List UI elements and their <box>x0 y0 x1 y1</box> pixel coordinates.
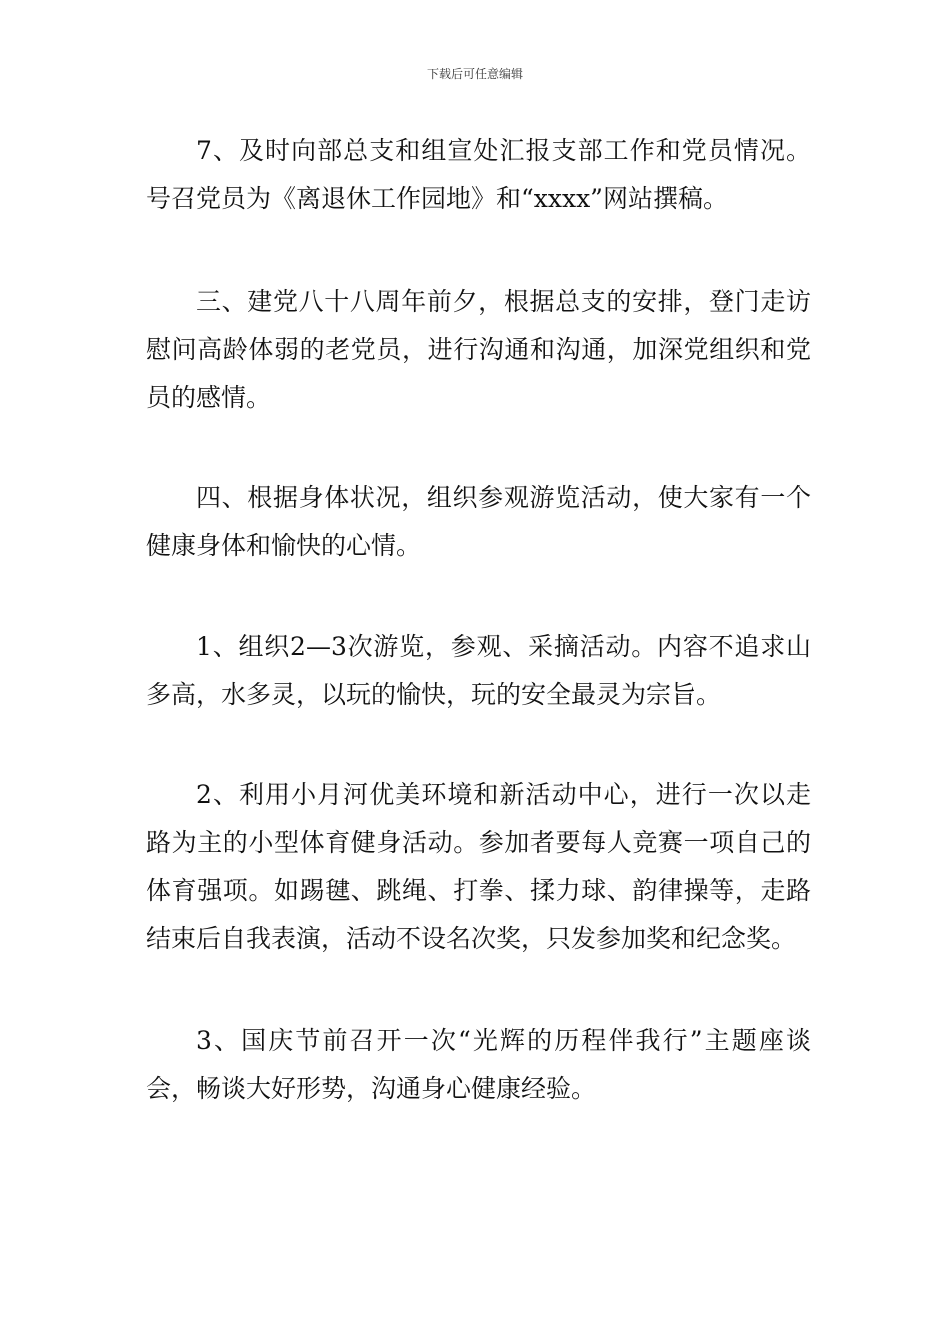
paragraph-item-3: 3、国庆节前召开一次“光辉的历程伴我行”主题座谈会，畅谈大好形势，沟通身心健康经验。 <box>146 1026 811 1103</box>
paragraph-item-7: 7、及时向部总支和组宣处汇报支部工作和党员情况。号召党员为《离退休工作园地》和“xxxx”网站撰稿。 <box>146 136 811 213</box>
page-header: 下载后可任意编辑 <box>426 67 523 81</box>
document-body <box>146 127 811 1113</box>
paragraph-item-1: 1、组织2—3次游览，参观、采摘活动。内容不追求山多高，水多灵，以玩的愉快，玩的安全最灵为宗旨。 <box>146 632 811 709</box>
paragraph-section-4: 四、根据身体状况，组织参观游览活动，使大家有一个健康身体和愉快的心情。 <box>146 483 811 560</box>
paragraph-section-3: 三、建党八十八周年前夕，根据总支的安排，登门走访慰问高龄体弱的老党员，进行沟通和沟通，加深党组织和党员的感情。 <box>146 287 811 412</box>
paragraph-item-2: 2、利用小月河优美环境和新活动中心，进行一次以走路为主的小型体育健身活动。参加者要每人竞赛一项自己的体育强项。如踢毽、跳绳、打拳、揉力球、韵律操等，走路结束后自我表演，活动不设名次奖，只发参加奖和纪念奖。 <box>146 780 811 953</box>
